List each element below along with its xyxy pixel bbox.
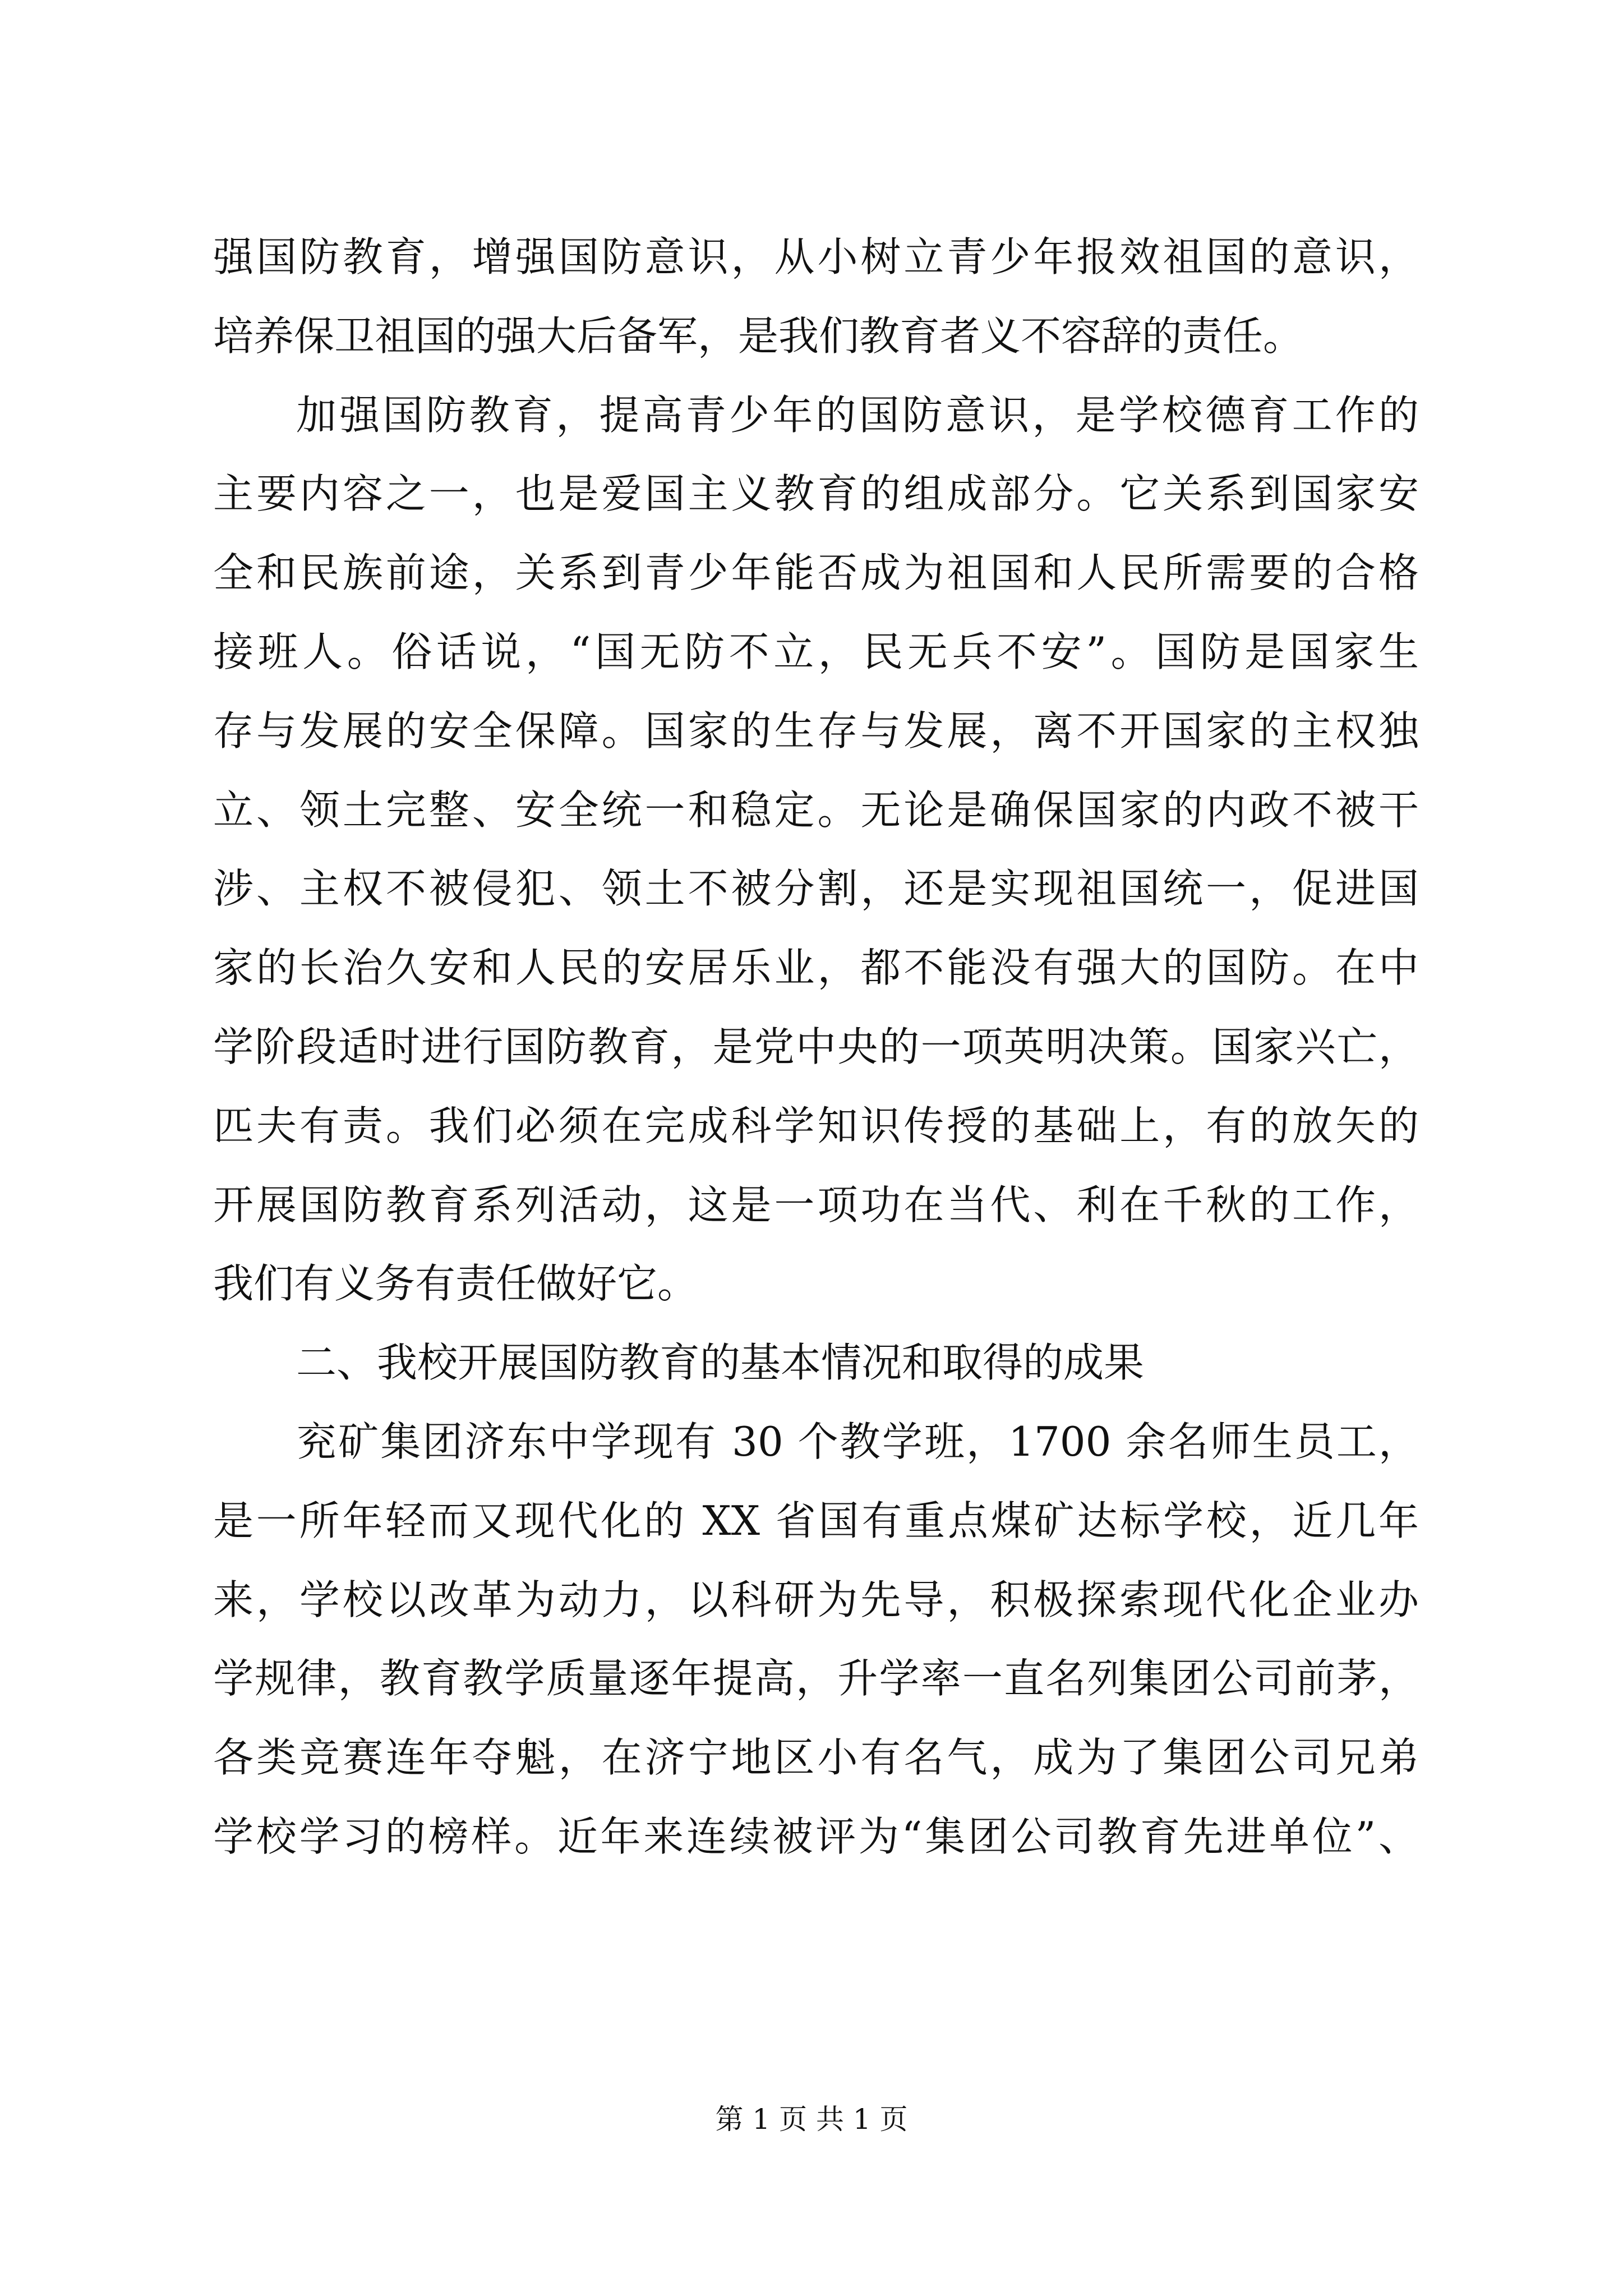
text-line: 我们有义务有责任做好它。 (213, 1260, 698, 1308)
text-line: 各类竞赛连年夺魁，在济宁地区小有名气，成为了集团公司兄弟 (213, 1734, 1419, 1782)
text-line: 存与发展的安全保障。国家的生存与发展，离不开国家的主权独 (213, 707, 1419, 754)
text-line: 兖矿集团济东中学现有 30 个教学班，1700 余名师生员工， (296, 1418, 1419, 1465)
text-line: 培养保卫祖国的强大后备军，是我们教育者义不容辞的责任。 (213, 312, 1304, 360)
text-line: 是一所年轻而又现代化的 XX 省国有重点煤矿达标学校，近几年 (213, 1497, 1419, 1544)
text-line: 家的长治久安和人民的安居乐业，都不能没有强大的国防。在中 (213, 944, 1419, 992)
text-line: 接班人。俗话说，“国无防不立，民无兵不安”。国防是国家生 (213, 628, 1419, 675)
text-line: 立、领土完整、安全统一和稳定。无论是确保国家的内政不被干 (213, 786, 1419, 834)
text-line: 加强国防教育，提高青少年的国防意识，是学校德育工作的 (296, 391, 1419, 439)
text-line: 开展国防教育系列活动，这是一项功在当代、利在千秋的工作， (213, 1181, 1419, 1228)
body-text (213, 218, 1419, 1876)
text-line: 强国防教育，增强国防意识，从小树立青少年报效祖国的意识， (213, 233, 1419, 280)
text-line: 涉、主权不被侵犯、领土不被分割，还是实现祖国统一，促进国 (213, 865, 1419, 913)
text-line: 全和民族前途，关系到青少年能否成为祖国和人民所需要的合格 (213, 549, 1419, 597)
text-line: 主要内容之一，也是爱国主义教育的组成部分。它关系到国家安 (213, 470, 1419, 518)
text-line: 学校学习的榜样。近年来连续被评为“集团公司教育先进单位”、 (213, 1812, 1419, 1860)
text-line: 匹夫有责。我们必须在完成科学知识传授的基础上，有的放矢的 (213, 1102, 1419, 1149)
text-line: 二、我校开展国防教育的基本情况和取得的成果 (296, 1339, 1145, 1387)
text-line: 来，学校以改革为动力，以科研为先导，积极探索现代化企业办 (213, 1576, 1419, 1623)
text-line: 学阶段适时进行国防教育，是党中央的一项英明决策。国家兴亡， (213, 1023, 1419, 1070)
text-line: 学规律，教育教学质量逐年提高，升学率一直名列集团公司前茅， (213, 1655, 1419, 1703)
page-footer: 第 1 页 共 1 页 (715, 2103, 908, 2136)
